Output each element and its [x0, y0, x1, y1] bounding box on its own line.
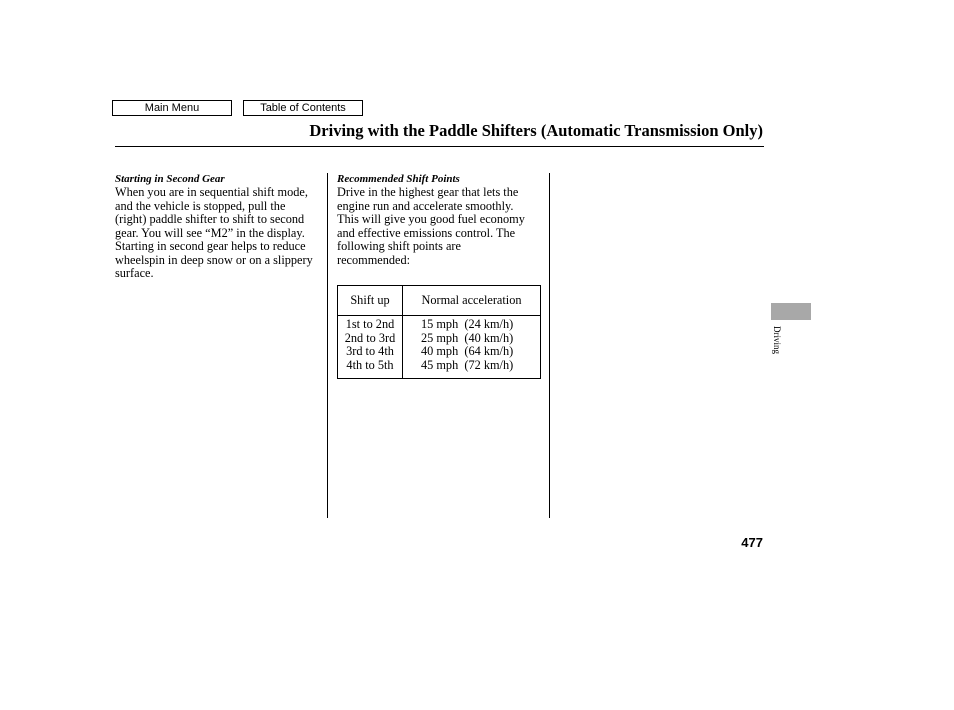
- shift-up-value: 3rd to 4th: [346, 344, 394, 358]
- table-of-contents-button[interactable]: Table of Contents: [243, 100, 363, 116]
- left-column: [115, 172, 315, 281]
- column-divider-right: [549, 173, 550, 518]
- shift-points-text: Drive in the highest gear that lets the engine run and accelerate smoothly. This will give you good fuel economy and effective emissions control. The following shift points are recommended:: [337, 185, 525, 267]
- shift-up-cell: [338, 316, 403, 379]
- body-text-part1: When you are in sequential shift mode, and the vehicle is stopped, pull the: [115, 185, 308, 213]
- section-body-second-gear: [115, 186, 315, 281]
- title-divider: [115, 146, 764, 147]
- section-side-tab: [771, 303, 811, 320]
- header-normal-acceleration: Normal acceleration: [403, 286, 541, 316]
- page-title: Driving with the Paddle Shifters (Automatic Transmission Only): [309, 121, 763, 140]
- acceleration-value: 45 mph (72 km/h): [421, 357, 514, 372]
- acceleration-value: 15 mph (24 km/h): [421, 317, 514, 331]
- section-heading-shift-points: Recommended Shift Points: [337, 173, 460, 185]
- side-tab-label: Driving: [772, 326, 782, 354]
- section-body-shift-points: [337, 186, 537, 267]
- main-menu-button[interactable]: Main Menu: [112, 100, 232, 116]
- section-heading-second-gear: Starting in Second Gear: [115, 173, 225, 185]
- shift-up-value: 1st to 2nd: [345, 317, 395, 331]
- header-shift-up: Shift up: [338, 286, 403, 316]
- body-text-part2: (right) paddle shifter to shift to second gear. You will see “M2” in the display. Starting in second gear helps to reduce wheelspin in deep snow or on a slippery surface.: [115, 212, 313, 280]
- acceleration-value: 25 mph (40 km/h): [421, 330, 514, 345]
- right-column: [337, 172, 537, 267]
- page-number: 477: [741, 535, 763, 550]
- shift-up-value: 2nd to 3rd: [344, 330, 396, 345]
- acceleration-cell: [403, 316, 541, 379]
- acceleration-value: 40 mph (64 km/h): [421, 344, 514, 358]
- table-body-row: [338, 316, 541, 379]
- shift-points-table: [337, 285, 541, 379]
- table-header-row: [338, 286, 541, 316]
- column-divider-left: [327, 173, 328, 518]
- shift-up-value: 4th to 5th: [346, 357, 394, 372]
